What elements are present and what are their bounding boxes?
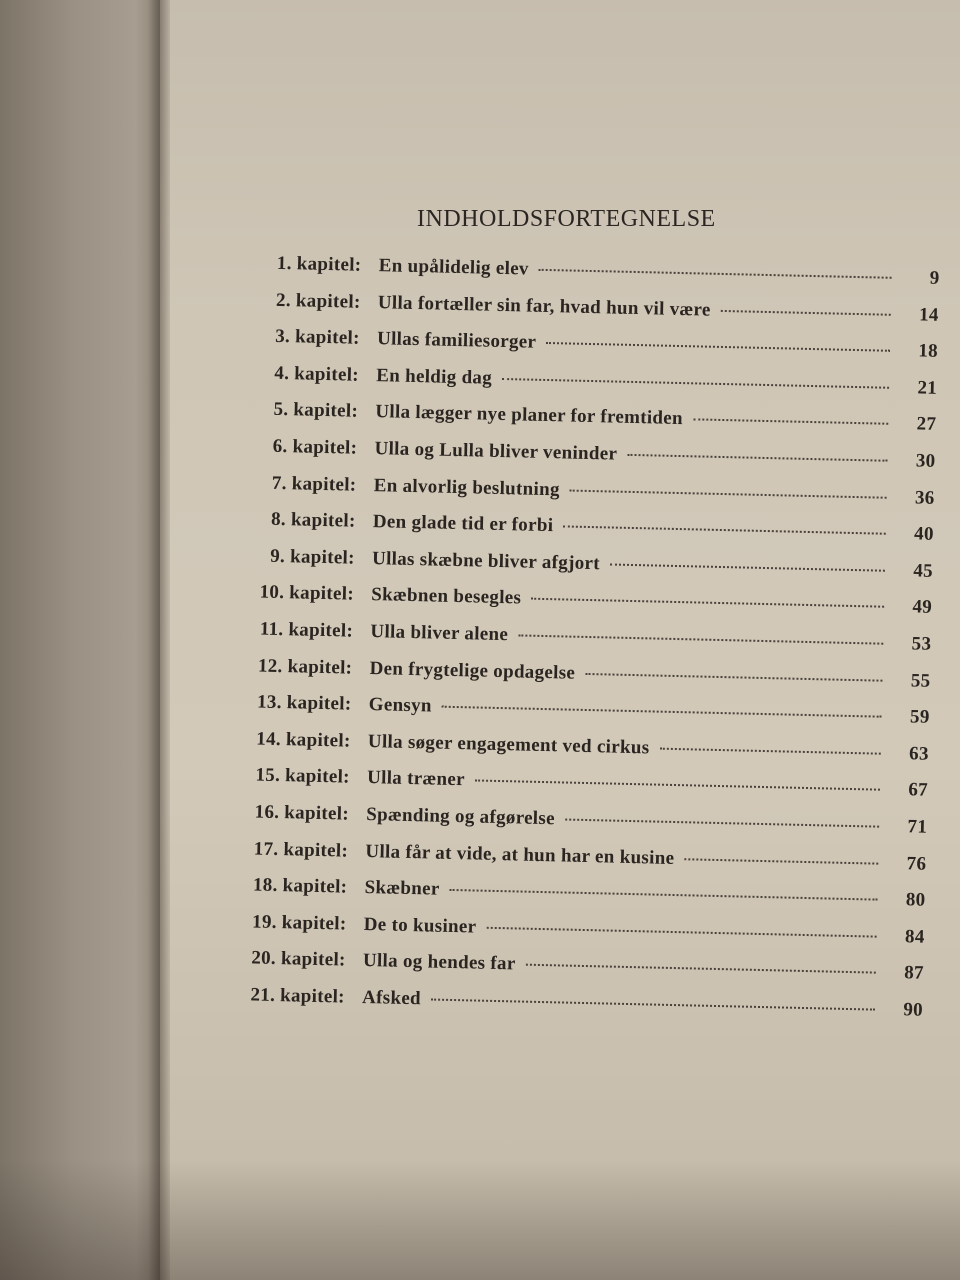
dot-leader — [627, 454, 887, 462]
chapter-label: kapitel: — [296, 253, 362, 276]
chapter-title: De to kusiner — [363, 913, 477, 938]
chapter-number: 10. — [259, 581, 285, 604]
chapter-label: kapitel: — [295, 289, 361, 313]
chapter-number: 2. — [275, 289, 292, 311]
page-number: 49 — [912, 596, 933, 619]
chapter-title: Ullas familiesorger — [376, 328, 537, 353]
dot-leader — [693, 419, 888, 425]
chapter-number: 12. — [257, 655, 283, 677]
page-number: 84 — [904, 925, 925, 948]
chapter-number: 1. — [276, 252, 292, 275]
chapter-label: kapitel: — [283, 838, 349, 862]
chapter-label: kapitel: — [294, 363, 360, 386]
chapter-number: 3. — [274, 326, 291, 348]
chapter-label: kapitel: — [279, 984, 346, 1008]
chapter-title: En upålidelig elev — [378, 255, 529, 280]
chapter-title: Skæbnen besegles — [371, 584, 522, 609]
chapter-title: Ullas skæbne bliver afgjort — [371, 547, 601, 574]
chapter-title: Skæbner — [364, 877, 440, 900]
left-page — [0, 0, 160, 1280]
chapter-number: 14. — [256, 728, 282, 750]
chapter-title: Ulla søger engagement ved cirkus — [367, 730, 650, 759]
chapter-title: En heldig dag — [375, 364, 493, 389]
page-number: 18 — [918, 340, 939, 363]
chapter-number: 20. — [251, 947, 277, 970]
chapter-label: kapitel: — [289, 582, 355, 606]
dot-leader — [585, 672, 882, 681]
dot-leader — [684, 858, 878, 864]
page-number: 90 — [903, 999, 924, 1021]
dot-leader — [659, 747, 880, 754]
chapter-label: kapitel: — [291, 472, 357, 496]
page-number: 9 — [929, 267, 940, 289]
chapter-number: 8. — [270, 508, 287, 531]
chapter-label: kapitel: — [280, 948, 346, 971]
chapter-number: 16. — [254, 801, 280, 823]
page-number: 27 — [916, 413, 937, 436]
chapter-number: 7. — [271, 472, 288, 494]
page-number: 87 — [903, 962, 925, 984]
dot-leader — [539, 269, 892, 279]
page-number: 21 — [917, 377, 938, 399]
chapter-number: 6. — [272, 435, 288, 458]
toc-heading: INDHOLDSFORTEGNELSE — [417, 206, 716, 232]
book-spine — [148, 0, 170, 1280]
dot-leader — [526, 964, 876, 974]
dot-leader — [570, 489, 887, 498]
dot-leader — [565, 818, 879, 827]
page-number: 36 — [914, 486, 935, 509]
table-of-contents — [223, 252, 940, 1036]
chapter-label: kapitel: — [289, 545, 356, 569]
chapter-label: kapitel: — [287, 655, 353, 679]
dot-leader — [721, 310, 891, 316]
page-shadow — [0, 1160, 960, 1280]
chapter-label: kapitel: — [285, 728, 351, 752]
chapter-label: kapitel: — [281, 911, 347, 935]
chapter-number: 13. — [256, 691, 283, 714]
chapter-label: kapitel: — [286, 692, 352, 715]
page-number: 59 — [909, 706, 930, 728]
dot-leader — [563, 526, 886, 535]
chapter-title: Gensyn — [368, 694, 433, 717]
page-number: 30 — [915, 450, 936, 472]
page-number: 63 — [908, 743, 930, 765]
page-number: 76 — [906, 852, 927, 875]
chapter-label: kapitel: — [284, 802, 350, 825]
page-number: 71 — [907, 816, 928, 838]
chapter-label: kapitel: — [284, 765, 351, 788]
chapter-label: kapitel: — [282, 875, 348, 898]
chapter-label: kapitel: — [288, 619, 354, 642]
chapter-title: Ulla bliver alene — [370, 620, 509, 646]
chapter-number: 18. — [252, 874, 278, 897]
chapter-title: Den glade tid er forbi — [372, 511, 554, 537]
chapter-label: kapitel: — [292, 436, 358, 459]
chapter-title: En alvorlig beslutning — [373, 474, 561, 500]
chapter-number: 15. — [255, 764, 281, 787]
chapter-label: kapitel: — [294, 326, 360, 349]
dot-leader — [518, 634, 883, 644]
page-number: 55 — [910, 669, 931, 692]
dot-leader — [546, 342, 890, 352]
chapter-title: Den frygtelige opdagelse — [369, 657, 576, 684]
page-number: 80 — [905, 889, 926, 911]
page-number: 14 — [918, 304, 939, 326]
chapter-title: Ulla og hendes far — [362, 950, 516, 975]
dot-leader — [442, 706, 882, 718]
dot-leader — [502, 378, 889, 389]
page-number: 45 — [913, 560, 934, 582]
page-number: 53 — [911, 633, 932, 655]
dot-leader — [610, 563, 885, 571]
chapter-label: kapitel: — [290, 509, 356, 532]
dot-leader — [450, 889, 878, 901]
chapter-number: 5. — [273, 399, 289, 421]
dot-leader — [475, 780, 880, 791]
dot-leader — [531, 598, 884, 608]
chapter-label: kapitel: — [293, 399, 359, 423]
chapter-title: Ulla lægger nye planer for fremtiden — [375, 401, 684, 430]
chapter-number: 9. — [270, 545, 286, 567]
chapter-title: Ulla får at vide, at hun har en kusine — [365, 840, 675, 869]
chapter-number: 11. — [259, 618, 284, 641]
chapter-title: Afsked — [361, 986, 422, 1010]
chapter-title: Ulla fortæller sin far, hvad hun vil være — [377, 291, 711, 321]
chapter-title: Ulla og Lulla bliver veninder — [374, 438, 618, 465]
dot-leader — [486, 926, 876, 937]
chapter-title: Ulla træner — [366, 767, 466, 791]
chapter-number: 19. — [251, 911, 278, 933]
chapter-title: Spænding og afgørelse — [366, 803, 556, 830]
chapter-number: 21. — [250, 984, 276, 1006]
chapter-number: 4. — [274, 362, 290, 384]
chapter-number: 17. — [253, 837, 279, 860]
dot-leader — [431, 998, 875, 1010]
page-number: 67 — [908, 779, 929, 802]
page-number: 40 — [913, 523, 935, 545]
